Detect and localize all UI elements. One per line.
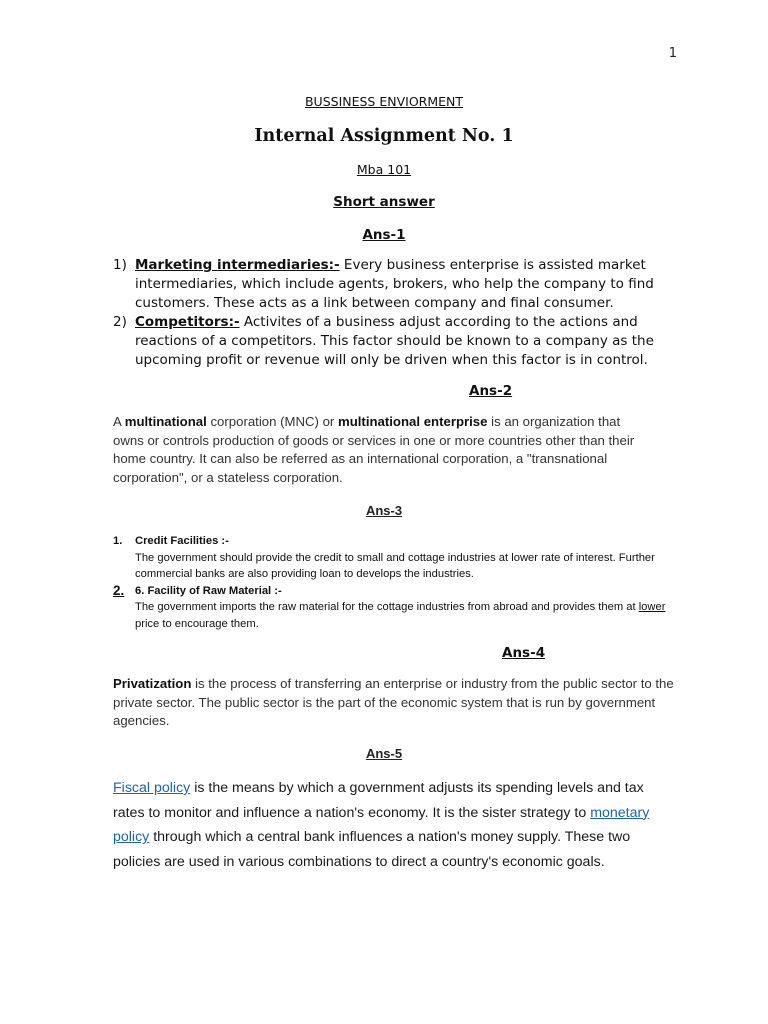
list-item — [113, 533, 673, 583]
list-item-title: Credit Facilities :- — [135, 535, 229, 547]
ans3-heading: Ans-3 — [365, 503, 403, 518]
list-item — [113, 583, 673, 633]
ans2-heading: Ans-2 — [469, 383, 513, 399]
list-item-body: The government imports the raw material for the cottage industries from abroad and provides them at lower price to encourage them. — [135, 601, 666, 630]
ans2-text: is an organization that owns or controls production of goods or services in one or more countries other than their home country. It can also be referred as an international corporation, a "transnational corporation", or a stateless corporation. — [113, 414, 635, 486]
ans1-heading: Ans-1 — [362, 227, 406, 243]
list-item-number: 1) — [113, 257, 127, 273]
ans2-text: corporation (MNC) or — [206, 414, 338, 429]
list-item-description: Activites of a business adjust according to the actions and reactions of a competitors. This factor should be known to a company as the upcoming profit or revenue will only be driven when this factor is in control. — [135, 314, 654, 368]
ans1-list — [113, 256, 673, 370]
list-item-term: Competitors:- — [135, 314, 240, 330]
ans4-bold-term: Privatization — [113, 676, 192, 691]
ans4-paragraph — [113, 675, 683, 731]
course-code: Mba 101 — [356, 162, 412, 177]
list-item-term: Marketing intermediaries:- — [135, 257, 340, 273]
ans3-list — [113, 533, 673, 632]
list-item-number: 1. — [113, 535, 123, 547]
list-item — [113, 256, 673, 313]
course-title: BUSSINESS ENVIORMENT — [304, 94, 464, 109]
list-item-text — [135, 583, 673, 633]
list-item-body: The government should provide the credit to small and cottage industries at lower rate of interest. Further commercial banks are also providing loan to develops the industries. — [135, 551, 655, 580]
list-item-text — [135, 533, 673, 583]
ans4-heading: Ans-4 — [502, 645, 546, 661]
ans2-paragraph — [113, 413, 653, 488]
page-number: 1 — [668, 46, 677, 61]
list-item-number: 2. — [113, 582, 125, 598]
ans5-text: is the means by which a government adjusts its spending levels and tax rates to monitor and influence a nation's economy. It is the sister strategy to — [113, 780, 644, 821]
ans2-text: A — [113, 414, 125, 429]
assignment-title: Internal Assignment No. 1 — [254, 126, 514, 146]
list-item-description: Every business enterprise is assisted market intermediaries, which include agents, brokers, who help the company to find customers. These acts as a link between company and final consumer. — [135, 257, 654, 311]
ans2-bold-term: multinational enterprise — [337, 414, 488, 429]
fiscal-policy-link[interactable]: Fiscal policy — [113, 780, 191, 796]
ans5-heading: Ans-5 — [365, 746, 403, 761]
list-item-text — [135, 313, 673, 370]
monetary-policy-link[interactable]: monetary policy — [113, 804, 650, 846]
section-heading: Short answer — [333, 194, 435, 210]
ans2-bold-term: multinational — [124, 414, 207, 429]
ans5-text: through which a central bank influences a nation's money supply. These two policies are used in various combinations to direct a country's economic goals. — [113, 829, 631, 871]
ans4-text: is the process of transferring an enterprise or industry from the public sector to the private sector. The public sector is the part of the economic system that is run by government agencies. — [113, 676, 674, 729]
list-item-text — [135, 256, 673, 313]
list-item — [113, 313, 673, 370]
list-item-title: 6. Facility of Raw Material :- — [135, 584, 282, 597]
list-item-number: 2) — [113, 314, 127, 330]
ans5-paragraph — [113, 776, 678, 875]
